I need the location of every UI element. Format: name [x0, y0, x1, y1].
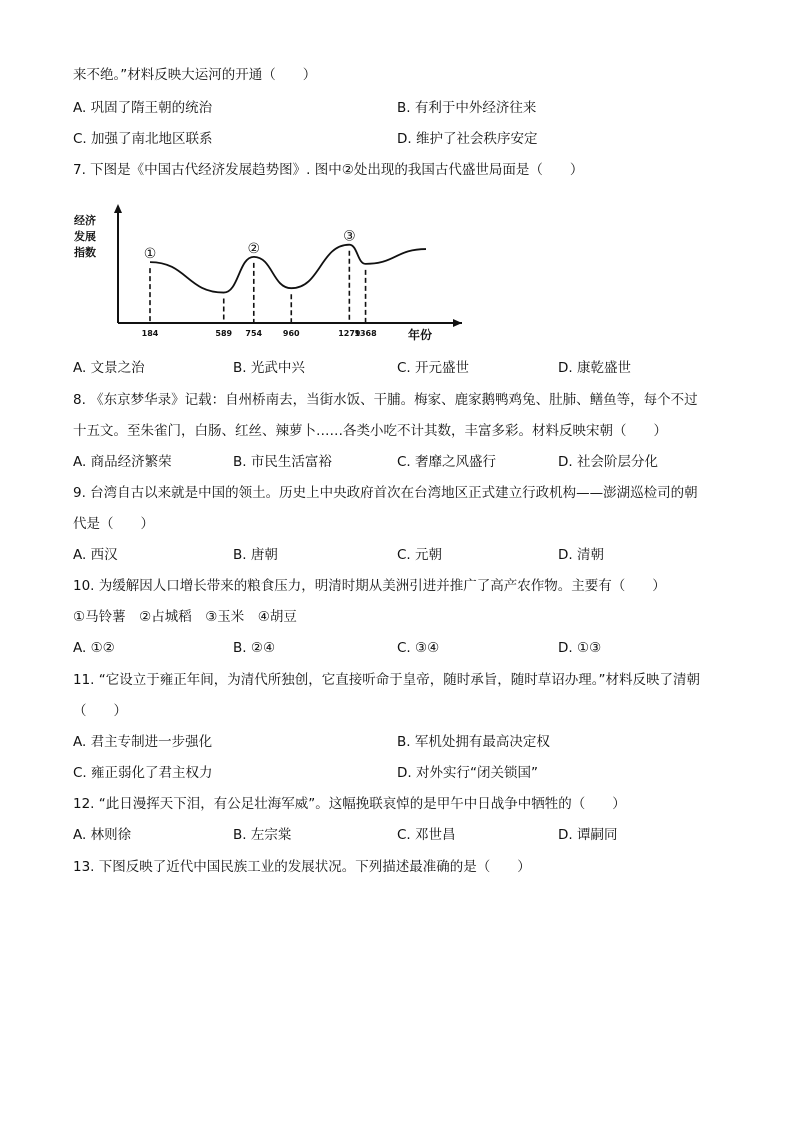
q11-option-b[interactable]: B. 军机处拥有最高决定权 — [397, 734, 550, 750]
y-axis-label-1: 发展 — [74, 230, 96, 243]
q12-option-a[interactable]: A. 林则徐 — [73, 827, 132, 843]
trend-line — [150, 245, 426, 293]
q8-stem-line-1: 8. 《东京梦华录》记载：自州桥南去，当街水饭、干脯。梅家、鹿家鹅鸭鸡兔、肚肺、鳝鱼等，每个不过 — [73, 392, 698, 408]
q8-option-d[interactable]: D. 社会阶层分化 — [558, 454, 658, 470]
y-axis-label-2: 指数 — [74, 246, 96, 259]
tick-label-589: 589 — [215, 329, 233, 338]
q9-option-c[interactable]: C. 元朝 — [397, 547, 443, 563]
peak-marker-3: ③ — [343, 228, 356, 245]
y-axis-label-0: 经济 — [74, 214, 96, 227]
q6-stem-continuation: 来不绝。”材料反映大运河的开通（ ） — [73, 67, 317, 83]
economic-trend-chart — [70, 196, 470, 346]
q8-option-c[interactable]: C. 奢靡之风盛行 — [397, 454, 497, 470]
q10-option-a[interactable]: A. ①② — [73, 640, 115, 656]
tick-label-754: 754 — [245, 329, 263, 338]
peak-marker-1: ① — [143, 246, 157, 263]
q9-stem-line-2: 代是（ ） — [73, 516, 154, 532]
q11-option-a[interactable]: A. 君主专制进一步强化 — [73, 734, 213, 750]
q10-items: ①马铃薯 ②占城稻 ③玉米 ④胡豆 — [73, 609, 297, 625]
q9-option-b[interactable]: B. 唐朝 — [233, 547, 278, 563]
q9-option-a[interactable]: A. 西汉 — [73, 547, 118, 563]
q10-option-b[interactable]: B. ②④ — [233, 640, 276, 656]
q11-stem-line-2: （ ） — [73, 703, 127, 719]
q8-stem-line-2: 十五文。至朱雀门，白肠、红丝、辣萝卜……各类小吃不计其数，丰富多彩。材料反映宋朝（ ） — [73, 423, 667, 439]
q7-stem: 7. 下图是《中国古代经济发展趋势图》. 图中②处出现的我国古代盛世局面是（ ） — [73, 162, 584, 178]
x-axis-arrow — [453, 319, 462, 327]
chart-svg — [70, 196, 470, 346]
q7-option-b[interactable]: B. 光武中兴 — [233, 360, 305, 376]
q10-stem: 10. 为缓解因人口增长带来的粮食压力，明清时期从美洲引进并推广了高产农作物。主要有（ ） — [73, 578, 666, 594]
q6-option-c[interactable]: C. 加强了南北地区联系 — [73, 131, 213, 147]
q10-option-d[interactable]: D. ①③ — [558, 640, 602, 656]
q6-option-a[interactable]: A. 巩固了隋王朝的统治 — [73, 100, 213, 116]
peak-marker-2: ② — [247, 240, 261, 257]
q8-option-a[interactable]: A. 商品经济繁荣 — [73, 454, 172, 470]
tick-label-184: 184 — [141, 329, 159, 338]
q10-option-c[interactable]: C. ③④ — [397, 640, 440, 656]
q12-option-d[interactable]: D. 谭嗣同 — [558, 827, 618, 843]
y-axis-arrow — [114, 204, 122, 213]
q12-option-b[interactable]: B. 左宗棠 — [233, 827, 292, 843]
q8-option-b[interactable]: B. 市民生活富裕 — [233, 454, 332, 470]
q13-stem: 13. 下图反映了近代中国民族工业的发展状况。下列描述最准确的是（ ） — [73, 859, 531, 875]
q7-option-c[interactable]: C. 开元盛世 — [397, 360, 470, 376]
q9-option-d[interactable]: D. 清朝 — [558, 547, 604, 563]
q12-stem: 12. “此日漫挥天下泪，有公足壮海军威”。这幅挽联哀悼的是甲午中日战争中牺牲的（ ） — [73, 796, 626, 812]
q11-option-d[interactable]: D. 对外实行“闭关锁国” — [397, 765, 538, 781]
tick-label-1368: 1368 — [354, 329, 377, 338]
tick-label-960: 960 — [282, 329, 300, 338]
q7-option-a[interactable]: A. 文景之治 — [73, 360, 145, 376]
q6-option-b[interactable]: B. 有利于中外经济往来 — [397, 100, 537, 116]
q6-option-d[interactable]: D. 维护了社会秩序安定 — [397, 131, 538, 147]
q7-option-d[interactable]: D. 康乾盛世 — [558, 360, 631, 376]
tick-label-1279: 1279 — [338, 329, 361, 338]
q11-stem-line-1: 11. “它设立于雍正年间，为清代所独创，它直接听命于皇帝，随时承旨，随时草诏办理。”材料反映了清朝 — [73, 672, 700, 688]
q9-stem-line-1: 9. 台湾自古以来就是中国的领土。历史上中央政府首次在台湾地区正式建立行政机构——澎湖巡检司的朝 — [73, 485, 698, 501]
x-axis-label: 年份 — [408, 328, 433, 342]
q11-option-c[interactable]: C. 雍正弱化了君主权力 — [73, 765, 213, 781]
q12-option-c[interactable]: C. 邓世昌 — [397, 827, 456, 843]
